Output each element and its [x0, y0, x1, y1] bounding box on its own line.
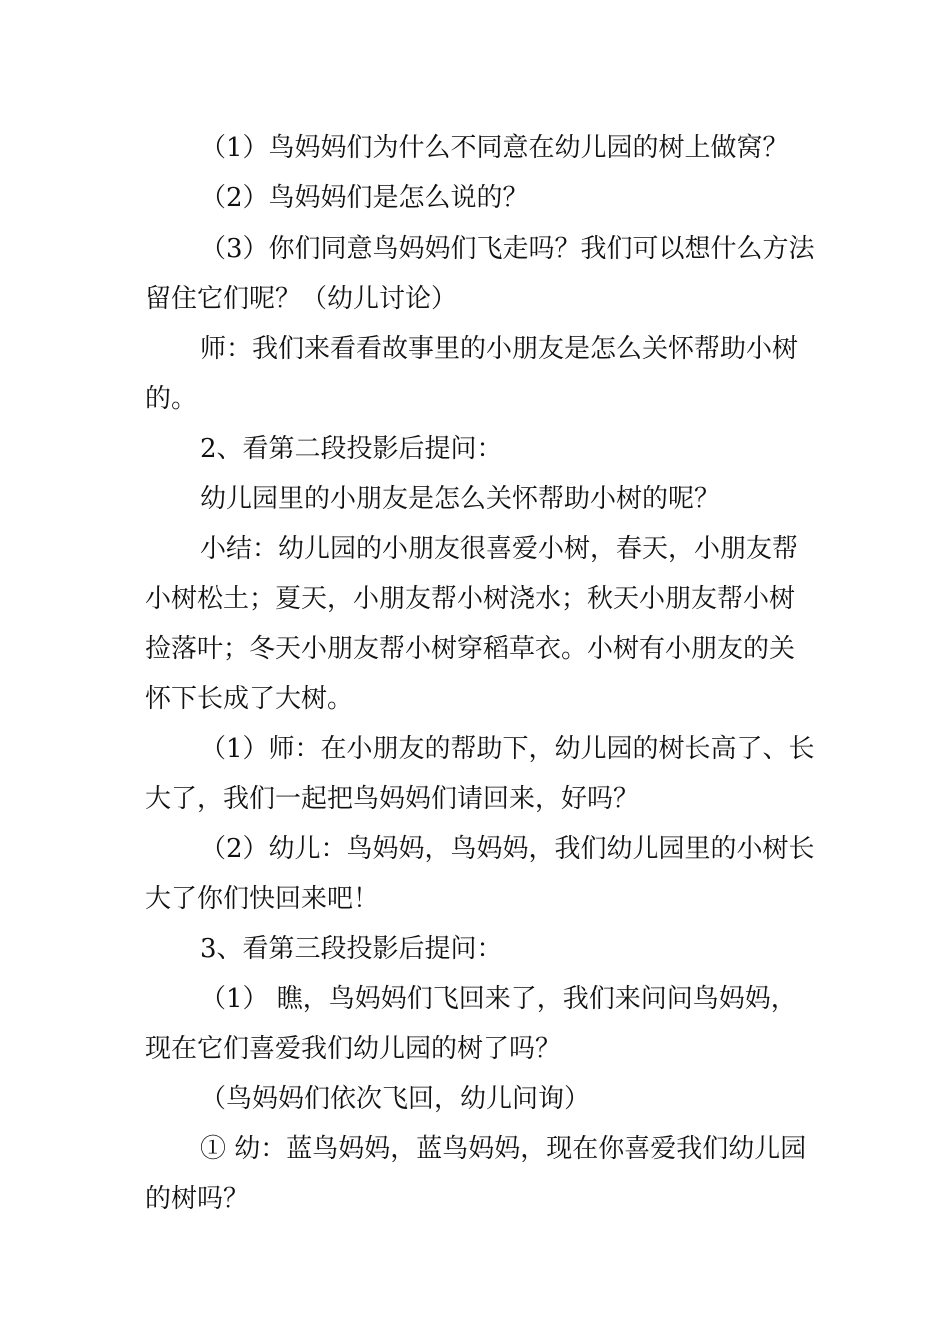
- text-line-1: （1）鸟妈妈们为什么不同意在幼儿园的树上做窝？: [200, 133, 789, 163]
- text-line-17: 3、看第三段投影后提问：: [200, 934, 503, 964]
- text-line-18: （1） 瞧，鸟妈妈们飞回来了，我们来问问鸟妈妈，: [200, 984, 797, 1014]
- text-line-3: （3）你们同意鸟妈妈们飞走吗？我们可以想什么方法: [200, 234, 815, 264]
- text-line-9: 小结：幼儿园的小朋友很喜爱小树，春天，小朋友帮: [200, 534, 799, 564]
- text-line-19: 现在它们喜爱我们幼儿园的树了吗？: [145, 1034, 562, 1064]
- text-line-8: 幼儿园里的小朋友是怎么关怀帮助小树的呢？: [200, 484, 721, 514]
- text-line-11: 捡落叶；冬天小朋友帮小树穿稻草衣。小树有小朋友的关: [145, 634, 796, 664]
- text-line-16: 大了你们快回来吧！: [145, 884, 380, 914]
- text-line-6: 的。: [145, 384, 198, 414]
- text-line-13: （1）师：在小朋友的帮助下，幼儿园的树长高了、长: [200, 734, 815, 764]
- text-line-4: 留住它们呢？（幼儿讨论）: [145, 284, 458, 314]
- text-line-5: 师：我们来看看故事里的小朋友是怎么关怀帮助小树: [200, 334, 799, 364]
- text-line-12: 怀下长成了大树。: [145, 684, 354, 714]
- text-line-21: ① 幼：蓝鸟妈妈，蓝鸟妈妈，现在你喜爱我们幼儿园: [200, 1134, 807, 1164]
- text-line-15: （2）幼儿：鸟妈妈，鸟妈妈，我们幼儿园里的小树长: [200, 834, 815, 864]
- text-line-20: （鸟妈妈们依次飞回，幼儿问询）: [200, 1084, 591, 1114]
- text-line-14: 大了，我们一起把鸟妈妈们请回来，好吗？: [145, 784, 640, 814]
- text-line-10: 小树松土；夏天，小朋友帮小树浇水；秋天小朋友帮小树: [145, 584, 796, 614]
- text-line-22: 的树吗？: [145, 1184, 250, 1214]
- text-line-2: （2）鸟妈妈们是怎么说的？: [200, 183, 529, 213]
- text-line-7: 2、看第二段投影后提问：: [200, 434, 503, 464]
